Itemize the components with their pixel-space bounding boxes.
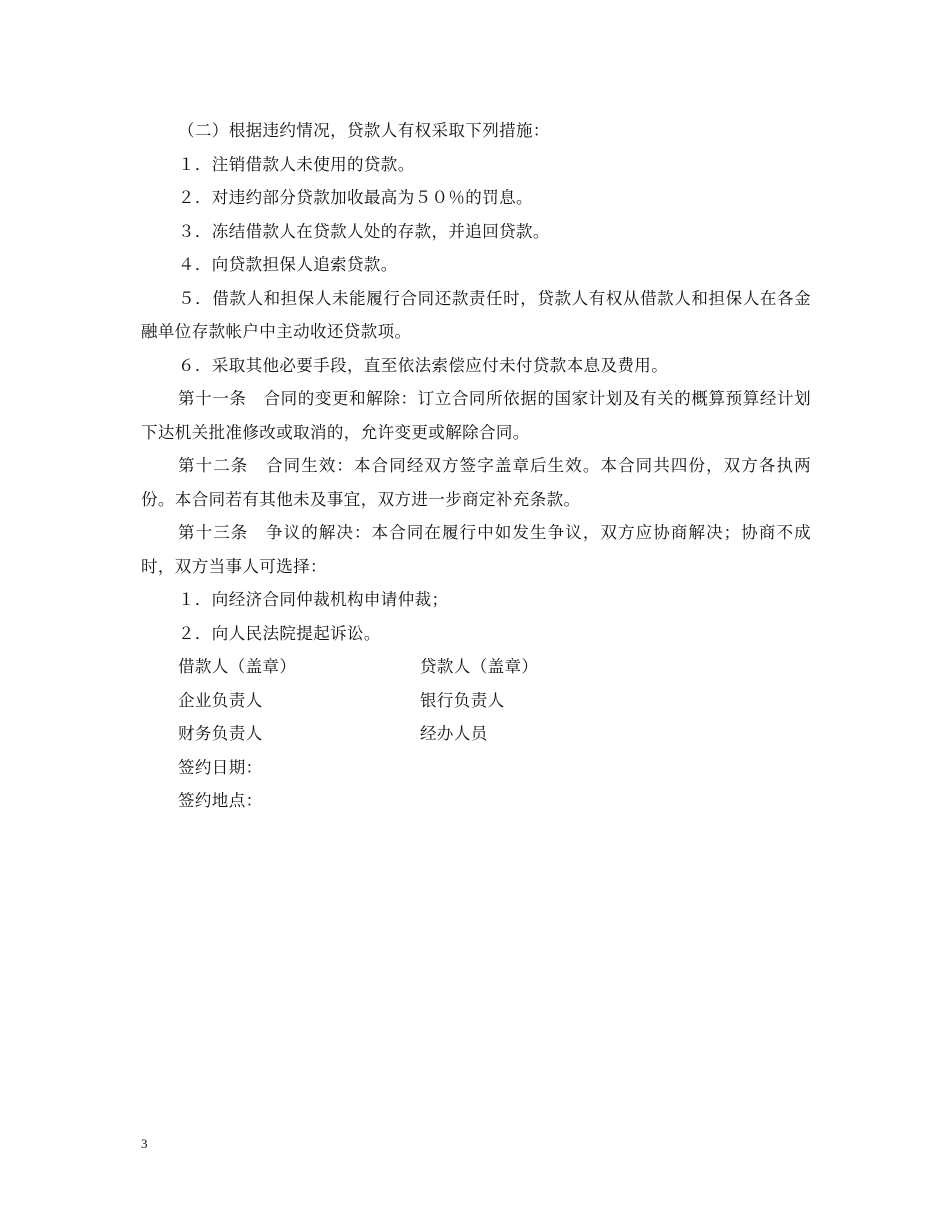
signing-date-label: 签约日期： <box>178 757 263 777</box>
borrower-seal-label: 借款人（盖章） <box>178 657 297 676</box>
signature-row-seals <box>141 650 811 684</box>
signature-block <box>141 650 811 818</box>
remedy-item-1: １．注销借款人未使用的贷款。 <box>178 154 415 174</box>
enterprise-head-label: 企业负责人 <box>178 690 263 710</box>
dispute-option-2: ２．向人民法院提起诉讼。 <box>178 623 381 643</box>
signature-row-officers <box>141 717 811 751</box>
remedy-item-5: ５．借款人和担保人未能履行合同还款责任时，贷款人有权从借款人和担保人在各金融单位存款帐户中主动收还贷款项。 <box>141 288 811 341</box>
dispute-option-1: １．向经济合同仲裁机构申请仲裁； <box>178 590 449 609</box>
remedy-item-3: ３．冻结借款人在贷款人处的存款，并追回贷款。 <box>178 221 550 241</box>
signing-date-row <box>141 751 811 785</box>
clause-remedies-heading: （二）根据违约情况，贷款人有权采取下列措施： <box>178 121 550 140</box>
remedy-item-2: ２．对违约部分贷款加收最高为５０％的罚息。 <box>178 188 533 207</box>
document-body <box>141 114 811 818</box>
remedy-item-4: ４．向贷款担保人追索贷款。 <box>178 255 398 274</box>
lender-seal-label: 贷款人（盖章） <box>420 657 539 676</box>
article-13: 第十三条 争议的解决：本合同在履行中如发生争议，双方应协商解决；协商不成时，双方当事人可选择： <box>141 523 811 576</box>
handler-label: 经办人员 <box>420 724 488 743</box>
remedy-item-6: ６．采取其他必要手段，直至依法索偿应付未付贷款本息及费用。 <box>178 355 669 375</box>
article-12: 第十二条 合同生效：本合同经双方签字盖章后生效。本合同共四份，双方各执两份。本合同若有其他未及事宜，双方进一步商定补充条款。 <box>141 456 811 509</box>
page-number: 3 <box>141 1136 148 1151</box>
signature-row-heads <box>141 684 811 718</box>
bank-head-label: 银行负责人 <box>420 690 505 710</box>
signing-place-label: 签约地点： <box>178 791 263 810</box>
finance-head-label: 财务负责人 <box>178 724 263 743</box>
signing-place-row <box>141 784 811 818</box>
article-11: 第十一条 合同的变更和解除：订立合同所依据的国家计划及有关的概算预算经计划下达机关批准修改或取消的，允许变更或解除合同。 <box>141 389 811 442</box>
